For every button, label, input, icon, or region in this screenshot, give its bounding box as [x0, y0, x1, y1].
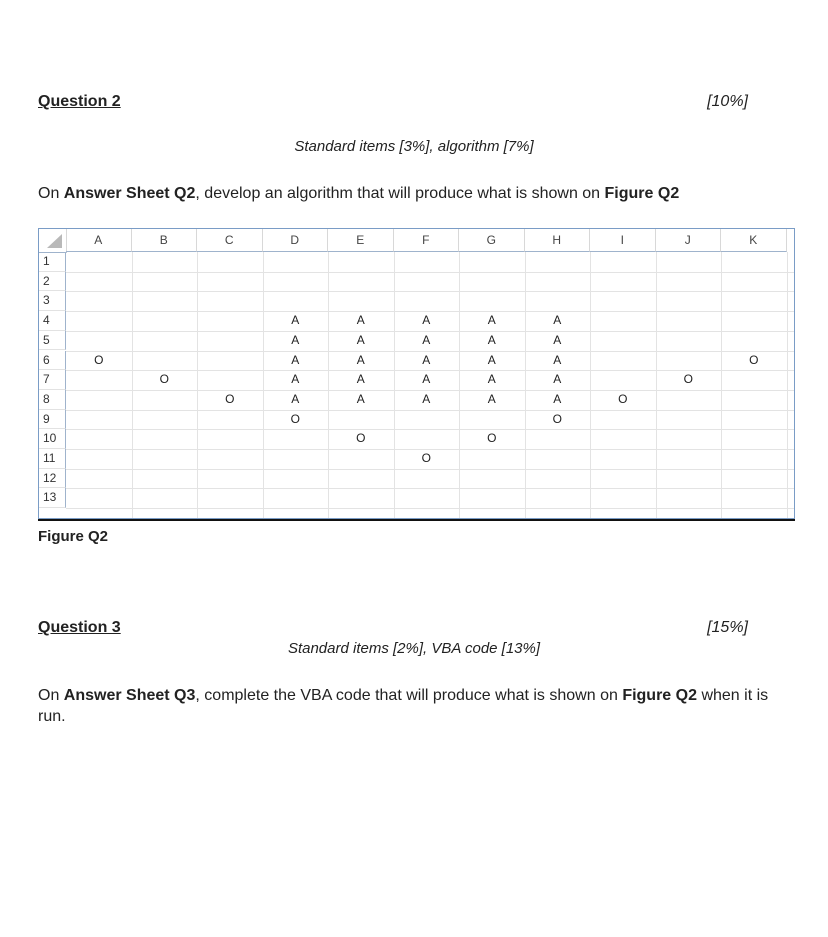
column-header-k[interactable]: K [721, 229, 787, 252]
cell-e5[interactable]: A [356, 332, 365, 347]
column-header-c[interactable]: C [197, 229, 263, 252]
cell-e6[interactable]: A [356, 352, 365, 367]
row-header-12[interactable]: 12 [39, 469, 66, 489]
cell-d9[interactable]: O [290, 411, 300, 426]
cell-d6[interactable]: A [291, 352, 300, 367]
column-header-j[interactable]: J [656, 229, 722, 252]
row-header-13[interactable]: 13 [39, 488, 66, 508]
row-header-2[interactable]: 2 [39, 272, 66, 292]
question-3-instruction: On Answer Sheet Q3, complete the VBA code that will produce what is shown on Figure Q2 when it is run. [38, 687, 769, 725]
column-header-g[interactable]: G [459, 229, 525, 252]
cell-g5[interactable]: A [487, 332, 496, 347]
column-header-b[interactable]: B [132, 229, 198, 252]
cell-j7[interactable]: O [683, 372, 693, 387]
cell-f4[interactable]: A [422, 313, 431, 328]
question-2-title: Question 2 [38, 93, 121, 110]
question-2-subtitle: Standard items [3%], algorithm [7%] [294, 138, 534, 155]
row-header-4[interactable]: 4 [39, 311, 66, 331]
question-2-instruction: On Answer Sheet Q2, develop an algorithm that will produce what is shown on Figure Q2 [38, 185, 680, 202]
answer-sheet-q2-ref: Answer Sheet Q2 [63, 185, 196, 202]
grid-hline [66, 429, 794, 430]
row-header-11[interactable]: 11 [39, 449, 66, 469]
column-header-f[interactable]: F [394, 229, 460, 252]
column-header-d[interactable]: D [263, 229, 329, 252]
row-header-8[interactable]: 8 [39, 390, 66, 410]
cell-g4[interactable]: A [487, 313, 496, 328]
answer-sheet-q3-ref: Answer Sheet Q3 [63, 687, 196, 704]
row-header-9[interactable]: 9 [39, 410, 66, 430]
question-3-weight: [15%] [707, 619, 748, 636]
row-header-3[interactable]: 3 [39, 291, 66, 311]
grid-hline [66, 488, 794, 489]
figure-rule [38, 519, 795, 521]
grid-hline [66, 508, 794, 509]
grid-hline [66, 291, 794, 292]
cell-h7[interactable]: A [553, 372, 562, 387]
cell-d5[interactable]: A [291, 332, 300, 347]
cell-f6[interactable]: A [422, 352, 431, 367]
cell-e10[interactable]: O [356, 431, 366, 446]
cell-i8[interactable]: O [618, 391, 628, 406]
figure-caption: Figure Q2 [38, 528, 109, 545]
cell-f11[interactable]: O [421, 451, 431, 465]
cell-h9[interactable]: O [552, 411, 562, 426]
cell-h8[interactable]: A [553, 391, 562, 406]
cell-c8[interactable]: O [225, 391, 235, 406]
cell-f8[interactable]: A [422, 391, 431, 406]
question-3-subtitle: Standard items [2%], VBA code [13%] [287, 640, 541, 657]
select-all-corner [39, 229, 67, 253]
cell-g8[interactable]: A [487, 391, 496, 406]
row-header-1[interactable]: 1 [39, 252, 66, 272]
cell-h6[interactable]: A [553, 352, 562, 367]
grid-hline [66, 469, 794, 470]
select-all-triangle-icon [47, 234, 62, 248]
spreadsheet-figure [38, 228, 795, 519]
column-header-i[interactable]: I [590, 229, 656, 252]
column-header-h[interactable]: H [525, 229, 591, 252]
cell-g7[interactable]: A [487, 372, 496, 387]
row-header-7[interactable]: 7 [39, 370, 66, 390]
cell-e7[interactable]: A [356, 372, 365, 387]
cell-e8[interactable]: A [356, 391, 365, 406]
row-header-10[interactable]: 10 [39, 429, 66, 449]
cell-f5[interactable]: A [422, 332, 431, 347]
cell-k6[interactable]: O [749, 352, 759, 367]
column-header-a[interactable]: A [66, 229, 132, 252]
cell-d8[interactable]: A [291, 391, 300, 406]
cell-b7[interactable]: O [159, 372, 169, 387]
row-header-6[interactable]: 6 [39, 351, 66, 371]
cell-a6[interactable]: O [94, 352, 104, 367]
cell-h5[interactable]: A [553, 332, 562, 347]
cell-d4[interactable]: A [291, 313, 300, 328]
cell-f7[interactable]: A [422, 372, 431, 387]
cell-g6[interactable]: A [487, 352, 496, 367]
cell-h4[interactable]: A [553, 313, 562, 328]
question-2-weight: [10%] [707, 93, 748, 110]
cell-g10[interactable]: O [487, 431, 497, 446]
figure-q2-ref: Figure Q2 [622, 687, 697, 704]
column-header-e[interactable]: E [328, 229, 394, 252]
grid-hline [66, 272, 794, 273]
row-header-5[interactable]: 5 [39, 331, 66, 351]
figure-q2-ref: Figure Q2 [604, 185, 680, 202]
grid-hline [66, 410, 794, 411]
cell-d7[interactable]: A [291, 372, 300, 387]
cell-e4[interactable]: A [356, 313, 365, 328]
question-3-title: Question 3 [38, 619, 121, 636]
